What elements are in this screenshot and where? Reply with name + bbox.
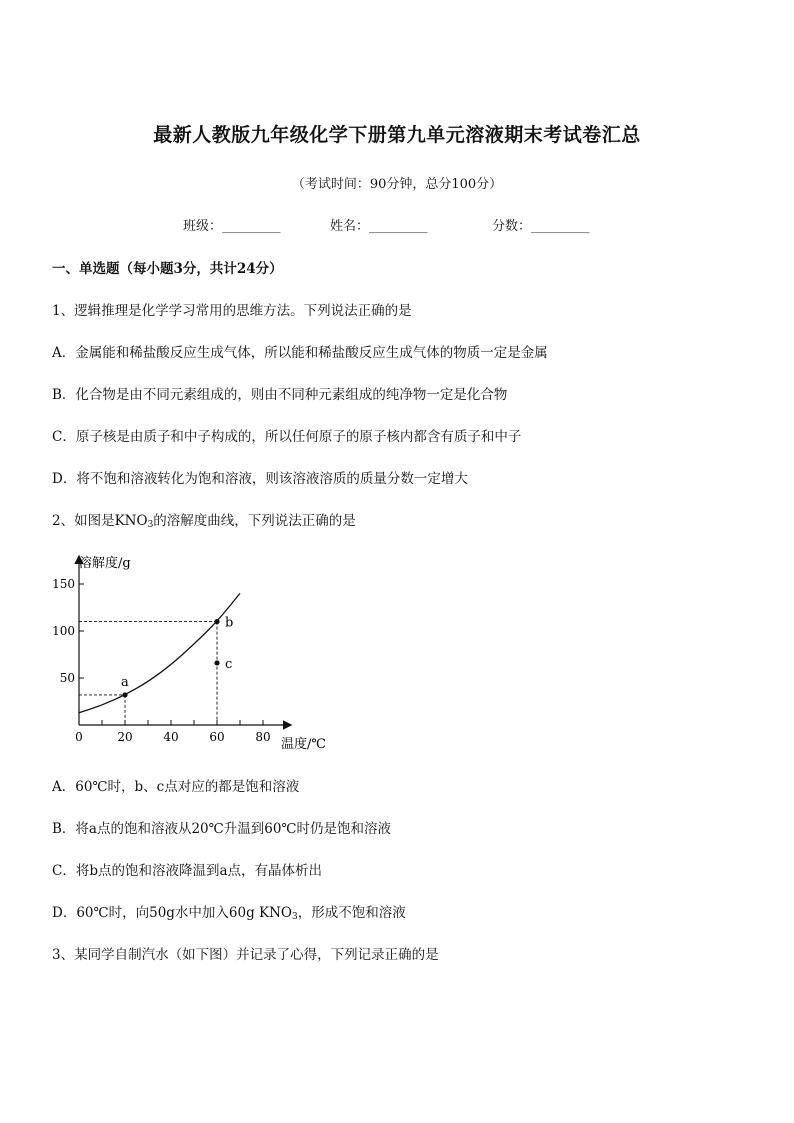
question-2-option-a: A．60℃时，b、c点对应的都是饱和溶液	[52, 779, 300, 795]
score-label: 分数：	[492, 219, 532, 234]
point-label-a: a	[121, 674, 129, 690]
question-2-option-d-before: D．60℃时，向50g水中加入60g KNO	[52, 905, 293, 921]
question-2-stem-before: 2、如图是KNO	[52, 513, 148, 529]
x-tick-label: 80	[255, 730, 271, 744]
exam-info: （考试时间：90分钟，总分100分）	[291, 177, 503, 192]
question-2-option-b: B．将a点的饱和溶液从20℃升温到60℃时仍是饱和溶液	[52, 821, 392, 837]
question-1-stem: 1、逻辑推理是化学学习常用的思维方法。下列说法正确的是	[52, 303, 412, 319]
question-2-stem	[52, 509, 356, 530]
y-tick-label: 50	[59, 671, 75, 685]
question-2-option-d	[52, 901, 406, 922]
question-1-option-d: D．将不饱和溶液转化为饱和溶液，则该溶液溶质的质量分数一定增大	[52, 471, 468, 487]
point-label-b: b	[225, 615, 234, 631]
name-label: 姓名：	[330, 219, 370, 234]
x-tick-label: 20	[117, 730, 133, 744]
class-label: 班级：	[183, 219, 223, 234]
name-blank: _________	[369, 219, 428, 234]
point-b	[214, 619, 219, 624]
score-field	[492, 215, 590, 234]
class-blank: _________	[222, 219, 281, 234]
question-1-option-c: C．原子核是由质子和中子构成的，所以任何原子的原子核内都含有质子和中子	[52, 429, 522, 445]
question-1-option-a: A．金属能和稀盐酸反应生成气体，所以能和稀盐酸反应生成气体的物质一定是金属	[52, 345, 548, 361]
section-title: 一、单选题（每小题3分，共计24分）	[52, 261, 283, 277]
point-c	[214, 660, 219, 665]
kno3-solubility-curve	[79, 593, 240, 712]
y-axis-label: 溶解度/g	[79, 556, 131, 571]
x-tick-label: 0	[75, 730, 83, 744]
x-axis-label: 温度/℃	[281, 737, 326, 752]
x-tick-label: 40	[163, 730, 179, 744]
question-2-option-d-after: ，形成不饱和溶液	[297, 905, 406, 921]
question-2-stem-after: 的溶解度曲线，下列说法正确的是	[153, 513, 356, 529]
question-2-stem-sub: 3	[147, 520, 154, 530]
y-tick-label: 150	[52, 577, 75, 591]
page-title: 最新人教版九年级化学下册第九单元溶液期末考试卷汇总	[153, 124, 641, 146]
question-1-option-b: B．化合物是由不同元素组成的，则由不同种元素组成的纯净物一定是化合物	[52, 387, 508, 403]
question-2-option-d-sub: 3	[292, 912, 298, 922]
question-2-option-c: C．将b点的饱和溶液降温到a点，有晶体析出	[52, 863, 323, 879]
name-field	[330, 215, 428, 234]
class-field	[183, 215, 281, 234]
question-3-stem: 3、某同学自制汽水（如下图）并记录了心得，下列记录正确的是	[52, 947, 439, 963]
y-tick-label: 100	[52, 624, 75, 638]
x-tick-label: 60	[209, 730, 225, 744]
score-blank: _________	[531, 219, 590, 234]
point-a	[122, 692, 127, 697]
solubility-chart	[40, 545, 340, 760]
point-label-c: c	[225, 656, 233, 672]
